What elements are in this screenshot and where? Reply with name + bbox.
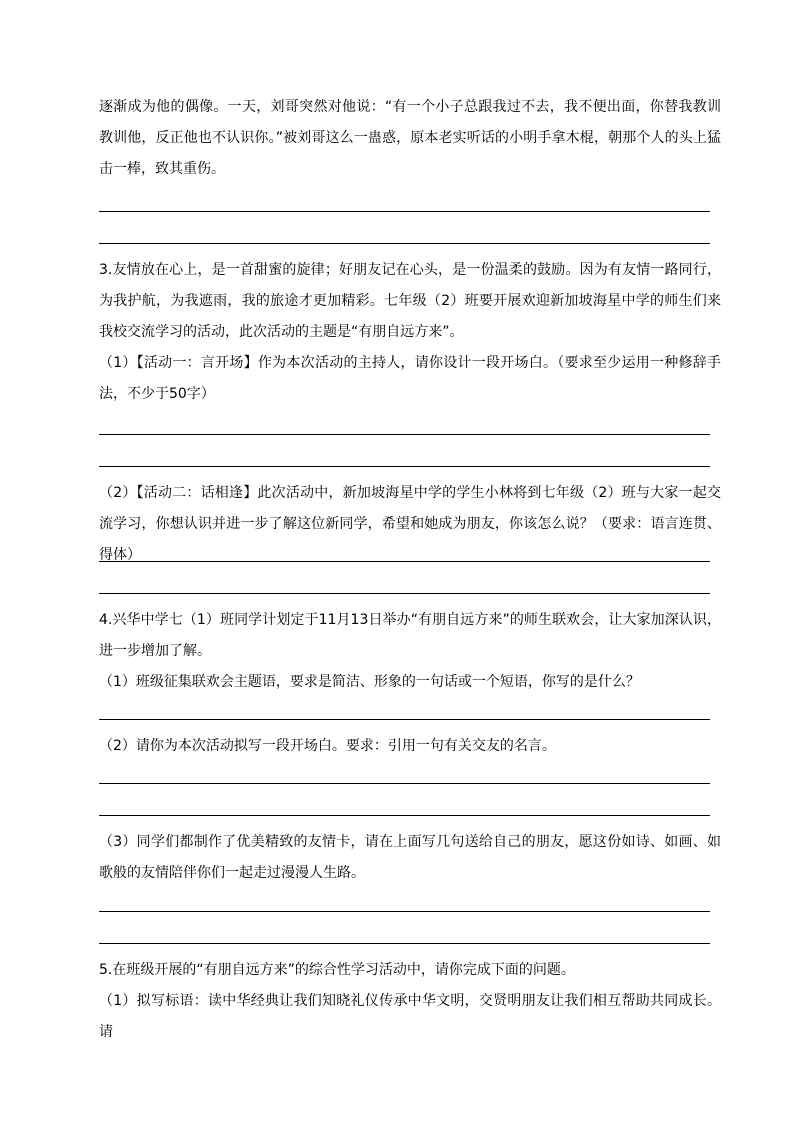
question-4-intro: 4.兴华中学七（1）班同学计划定于11月13日举办“有朋自远方来”的师生联欢会，让大家加深认识，进一步增加了解。 xyxy=(99,612,721,659)
question-5-intro: 5.在班级开展的“有朋自远方来”的综合性学习活动中，请你完成下面的问题。 xyxy=(99,962,575,978)
question-4-1: （1）班级征集联欢会主题语，要求是简洁、形象的一句话或一个短语，你写的是什么？ xyxy=(99,674,640,690)
answer-line[interactable] xyxy=(99,815,710,816)
question-3-1: （1）【活动一：言开场】作为本次活动的主持人，请你设计一段开场白。（要求至少运用一种修辞手法，不少于50字） xyxy=(99,355,721,402)
answer-line[interactable] xyxy=(99,593,710,594)
question-5-1: （1）拟写标语：读中华经典让我们知晓礼仪传承中华文明，交贤明朋友让我们相互帮助共同成长。请 xyxy=(99,993,721,1040)
answer-line[interactable] xyxy=(99,211,710,212)
question-4-3: （3）同学们都制作了优美精致的友情卡，请在上面写几句送给自己的朋友，愿这份如诗、如画、如歌般的友情陪伴你们一起走过漫漫人生路。 xyxy=(99,834,721,881)
question-4-2: （2）请你为本次活动拟写一段开场白。要求：引用一句有关交友的名言。 xyxy=(99,738,556,754)
question-3-2: （2）【活动二：话相逢】此次活动中，新加坡海星中学的学生小林将到七年级（2）班与大家一起交流学习，你想认识并进一步了解这位新同学，希望和她成为朋友，你该怎么说？（要求：语言连贯、得体） xyxy=(99,485,721,563)
answer-line[interactable] xyxy=(99,783,710,784)
answer-line[interactable] xyxy=(99,434,710,435)
answer-line[interactable] xyxy=(99,943,710,944)
answer-line[interactable] xyxy=(99,561,710,562)
answer-line[interactable] xyxy=(99,911,710,912)
answer-line[interactable] xyxy=(99,719,710,720)
question-3-intro: 3.友情放在心上，是一首甜蜜的旋律；好朋友记在心头，是一份温柔的鼓励。因为有友情一路同行，为我护航，为我遮雨，我的旅途才更加精彩。七年级（2）班要开展欢迎新加坡海星中学的师生们来我校交流学习的活动，此次活动的主题是“有朋自远方来”。 xyxy=(99,262,721,340)
answer-line[interactable] xyxy=(99,243,710,244)
paragraph-story-continuation: 逐渐成为他的偶像。一天，刘哥突然对他说：“有一个小子总跟我过不去，我不便出面，你替我教训教训他，反正他也不认识你。”被刘哥这么一蛊惑，原本老实听话的小明手拿木棍，朝那个人的头上猛击一棒，致其重伤。 xyxy=(99,99,721,177)
answer-line[interactable] xyxy=(99,466,710,467)
